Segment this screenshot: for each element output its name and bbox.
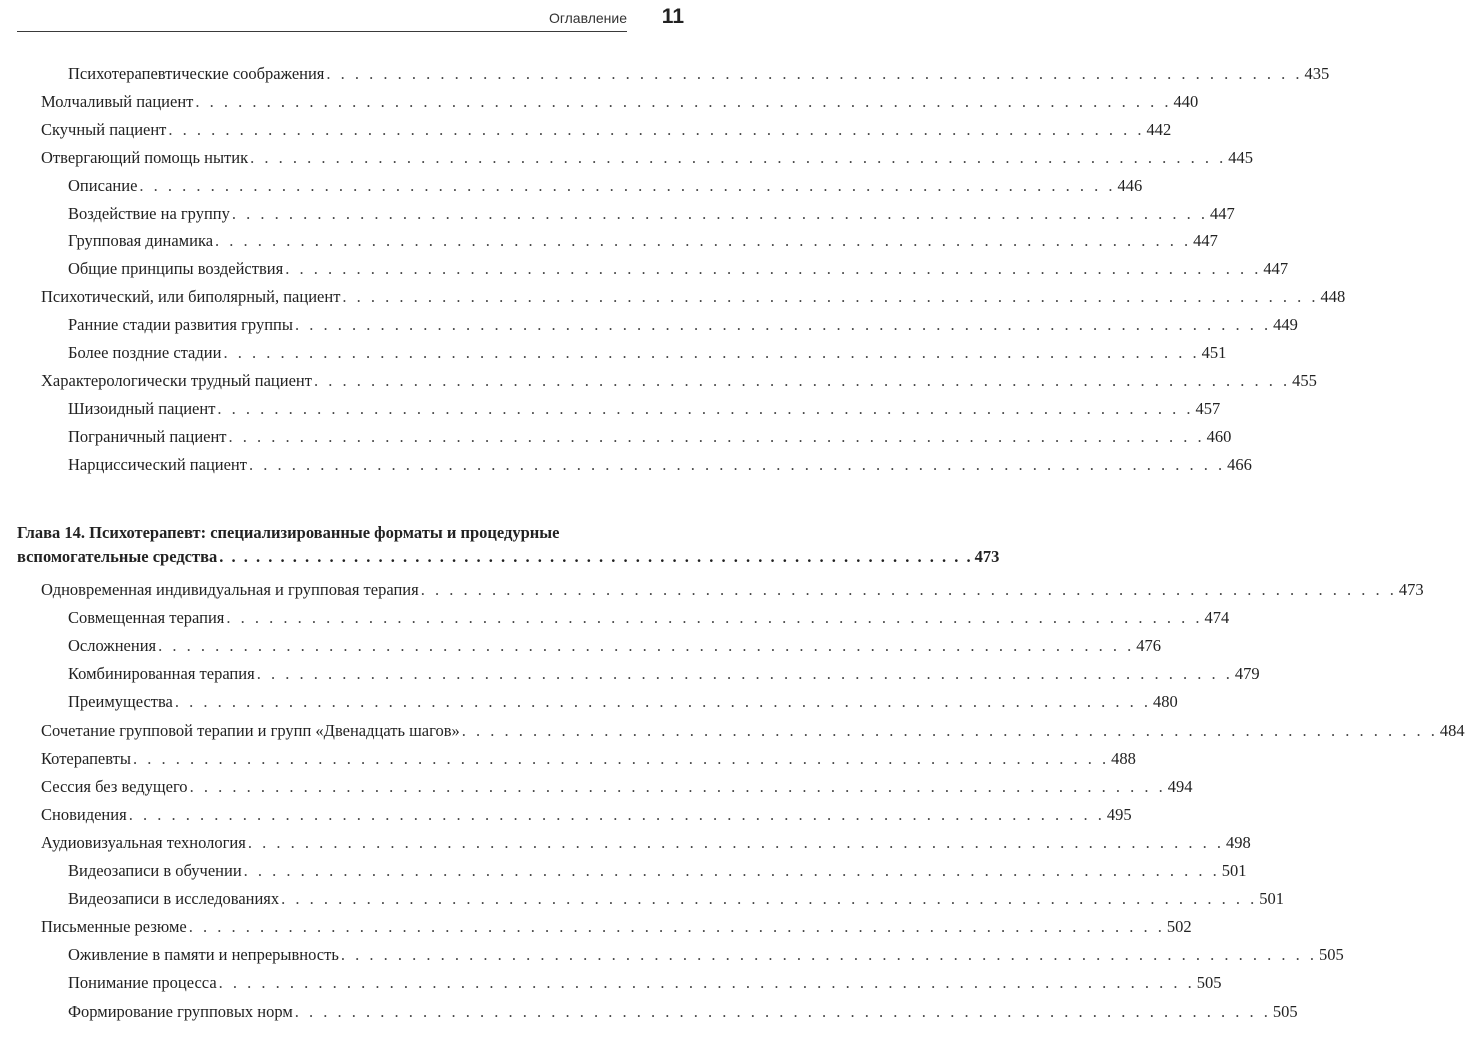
toc-entry-page: 473: [1398, 580, 1424, 599]
leader-dots: . . . . . . . . . . . . . . . . . . . . . . . . . . . . . . . . . . . . . . . . . . . . . . . . . . . . . . . . . . . . . . . . . . . . .: [243, 861, 1220, 880]
leader-dots: . . . . . . . . . . . . . . . . . . . . . . . . . . . . . . . . . . . . . . . . . . . . . . . . . . . . . . . . . . . . . . . . . . . . .: [132, 748, 1110, 768]
leader-dots: . . . . . . . . . . . . . . . . . . . . . . . . . . . . . . . . . . . . . . . . . . . . . . . . . . . . . . . . . . . . . . . . . . . . .: [217, 398, 1194, 418]
toc-entry-page: 480: [1153, 692, 1178, 712]
toc-entry[interactable]: [68, 62, 1330, 86]
toc-entry-page: 476: [1136, 636, 1161, 656]
leader-dots: . . . . . . . . . . . . . . . . . . . . . . . . . . . . . . . . . . . . . . . . . . . . . . . . . . . . . . . . . . . . . . . . . . . . .: [256, 664, 1233, 684]
leader-dots: . . . . . . . . . . . . . . . . . . . . . . . . . . . . . . . . . . . . . . . . . . . . . . . . . . . . . . . . . . . . . . . . . . . . .: [174, 692, 1152, 712]
toc-entry[interactable]: [41, 118, 1172, 142]
toc-entry-title: Оживление в памяти и непрерывность: [68, 945, 339, 965]
toc-entry-page: 455: [1292, 370, 1317, 390]
leader-dots: . . . . . . . . . . . . . . . . . . . . . . . . . . . . . . . . . . . . . . . . . . . . . . . . . . . . . . . . . . . . . . . . . . . . .: [218, 973, 1195, 993]
toc-entry[interactable]: [41, 285, 1346, 309]
toc-entry[interactable]: [68, 313, 1298, 337]
leader-dots: . . . . . . . . . . . . . . . . . . . . . . . . . . . . . . . . . . . . . . . . . . . . . . . . . . . . . . . . . . . . . . . . . . . . .: [195, 91, 1172, 111]
toc-entry[interactable]: [41, 578, 1424, 602]
leader-dots: . . . . . . . . . . . . . . . . . . . . . . . . . . . . . . . . . . . . . . . . . . . . . . . . . . . . . . . . . . . . . . . . . . . . .: [247, 832, 1224, 852]
leader-dots: . . . . . . . . . . . . . . . . . . . . . . . . . . . . . . . . . . . . . . . . . . . . . . . . . . . . . . . . . . . . . . . . . . . . .: [215, 231, 1192, 251]
toc-entry-page: 447: [1263, 259, 1289, 279]
toc-entry[interactable]: [68, 662, 1260, 686]
toc-entry-title: Аудиовизуальная технология: [41, 832, 246, 852]
chapter-heading: [17, 521, 1000, 569]
toc-entry-page: 457: [1195, 398, 1221, 418]
toc-entry-page: 505: [1318, 945, 1344, 965]
toc-entry-title: Сочетание групповой терапии и групп «Двенадцать шагов»: [41, 720, 460, 740]
toc-entry-title: Видеозаписи в исследованиях: [68, 889, 280, 909]
leader-dots: . . . . . . . . . . . . . . . . . . . . . . . . . . . . . . . . . . . . . . . . . . . . . . . . . . . . . . . . . . . . . . . . . . . . .: [189, 776, 1166, 796]
toc-entry-title: Нарциссический пациент: [68, 454, 247, 474]
toc-entry-title: Описание: [68, 175, 138, 195]
toc-entry-title: Скучный пациент: [41, 119, 167, 139]
toc-entry-title: Сновидения: [41, 804, 127, 824]
toc-entry[interactable]: [41, 146, 1253, 170]
toc-entry-page: 466: [1227, 454, 1252, 474]
toc-entry-title: Характерологически трудный пациент: [41, 370, 312, 390]
toc-entry-page: 505: [1272, 1001, 1298, 1021]
toc-entry[interactable]: [68, 859, 1247, 883]
toc-entry-page: 505: [1196, 973, 1222, 993]
toc-entry-page: 449: [1273, 315, 1298, 335]
toc-entry[interactable]: [41, 915, 1192, 939]
toc-entry[interactable]: [68, 690, 1178, 714]
toc-entry-title: Пограничный пациент: [68, 426, 227, 446]
toc-entry-title: Понимание процесса: [68, 973, 217, 993]
toc-entry-title: Воздействие на группу: [68, 203, 230, 223]
chapter-title-line-1: Глава 14. Психотерапевт: специализированные форматы и процедурные: [17, 523, 560, 542]
toc-entry-page: 502: [1166, 917, 1192, 937]
page-number: 11: [661, 5, 684, 28]
toc-entry[interactable]: [41, 803, 1132, 827]
toc-entry-title: Молчаливый пациент: [41, 91, 194, 111]
toc-entry-title: Сессия без ведущего: [41, 776, 188, 796]
chapter-title-line-2-row: [17, 545, 1000, 569]
toc-entry-title: Совмещенная терапия: [68, 608, 225, 628]
toc-entry-title: Комбинированная терапия: [68, 664, 255, 684]
toc-entry-title: Котерапевты: [41, 748, 131, 768]
toc-entry-title: Более поздние стадии: [68, 343, 222, 362]
chapter-page: 473: [974, 547, 1000, 566]
toc-entry-page: 498: [1225, 832, 1251, 852]
toc-entry[interactable]: [41, 747, 1136, 771]
toc-entry-title: Видеозаписи в обучении: [68, 861, 242, 880]
toc-entry-page: 445: [1228, 147, 1253, 167]
toc-entry-title: Письменные резюме: [41, 917, 187, 937]
leader-dots: . . . . . . . . . . . . . . . . . . . . . . . . . . . . . . . . . . . . . . . . . . . . . . . . . . . . . . . . . . . . . . . . . . . . .: [226, 608, 1203, 628]
toc-entry[interactable]: [68, 943, 1344, 967]
toc-entry-title: Ранние стадии развития группы: [68, 315, 293, 335]
toc-entry[interactable]: [68, 257, 1289, 281]
toc-entry[interactable]: [41, 831, 1251, 855]
leader-dots: . . . . . . . . . . . . . . . . . . . . . . . . . . . . . . . . . . . . . . . . . . . . . . . . . . . . . . . . . . . . . . . . . . . . .: [188, 917, 1165, 937]
toc-entry-title: Психотерапевтические соображения: [68, 64, 325, 83]
toc-entry-title: Преимущества: [68, 692, 173, 712]
toc-entry-title: Осложнения: [68, 636, 157, 656]
leader-dots: . . . . . . . . . . . . . . . . . . . . . . . . . . . . . . . . . . . . . . . . . . . . . . . . . . . . . . . . . . . . . . . . . . . . .: [461, 720, 1438, 740]
toc-entry[interactable]: [68, 887, 1285, 911]
leader-dots: . . . . . . . . . . . . . . . . . . . . . . . . . . . . . . . . . . . . . . . . . . . . . . . . . . . . . . . . . . . . . . . . . . . . .: [231, 203, 1208, 223]
toc-entry-page: 435: [1304, 64, 1330, 83]
toc-entry[interactable]: [68, 397, 1221, 421]
leader-dots: . . . . . . . . . . . . . . . . . . . . . . . . . . . . . . . . . . . . . . . . . . . . . . . . . . . . . . . . . . . . . . . . . . . . .: [294, 1001, 1271, 1021]
toc-entry[interactable]: [68, 1000, 1298, 1024]
toc-entry-page: 440: [1173, 91, 1199, 111]
toc-entry-page: 501: [1259, 889, 1285, 909]
toc-entry-page: 474: [1204, 608, 1230, 628]
toc-entry[interactable]: [68, 341, 1227, 365]
leader-dots: . . . . . . . . . . . . . . . . . . . . . . . . . . . . . . . . . . . . . . . . . . . . . . . . . . . . . . . . . . . . . . . . . . . . .: [420, 580, 1397, 599]
toc-entry-page: 479: [1234, 664, 1260, 684]
toc-entry[interactable]: [68, 453, 1252, 477]
toc-entry[interactable]: [68, 425, 1232, 449]
chapter-title-line-2: вспомогательные средства: [17, 547, 218, 566]
toc-entry-title: Психотический, или биполярный, пациент: [41, 287, 341, 307]
toc-entry-page: 442: [1146, 119, 1172, 139]
toc-entry[interactable]: [68, 174, 1143, 198]
toc-entry-page: 448: [1320, 287, 1346, 307]
toc-entry-page: 451: [1201, 343, 1227, 362]
leader-dots: . . . . . . . . . . . . . . . . . . . . . . . . . . . . . . . . . . . . . . . . . . . . . . . . . . . . . . . . . . . . . . . . . . . . .: [139, 175, 1116, 195]
toc-entry-page: 447: [1193, 231, 1218, 251]
leader-dots: . . . . . . . . . . . . . . . . . . . . . . . . . . . . . . . . . . . . . . . . . . . . . . . . . . . . . . . . . . . . . . . . . . . . .: [313, 370, 1291, 390]
toc-entry[interactable]: [41, 90, 1199, 114]
toc-entry[interactable]: [68, 971, 1222, 995]
leader-dots: . . . . . . . . . . . . . . . . . . . . . . . . . . . . . . . . . . . . . . . . . . . . . . . . . . . . . . . . . . . . . . . . . . . . .: [285, 259, 1262, 279]
header-title: Оглавление: [548, 10, 627, 26]
toc-entry-page: 494: [1167, 776, 1193, 796]
toc-entry[interactable]: [41, 775, 1193, 799]
toc-entry-title: Отвергающий помощь нытик: [41, 147, 249, 167]
toc-entry-page: 460: [1206, 426, 1232, 446]
leader-dots: . . . . . . . . . . . . . . . . . . . . . . . . . . . . . . . . . . . . . . . . . . . . . . . . . . . . . . . . . . . . . . . . . . . . .: [223, 343, 1200, 362]
toc-entry[interactable]: [41, 369, 1317, 393]
toc-entry-page: 501: [1221, 861, 1247, 880]
leader-dots: . . . . . . . . . . . . . . . . . . . . . . . . . . . . . . . . . . . . . . . . . . . . . . . . . . . . . . . . . . . . . . . . . . . . .: [326, 64, 1303, 83]
leader-dots: . . . . . . . . . . . . . . . . . . . . . . . . . . . . . . . . . . . . . . . . . . . . . . . . . . . . . . . . . . . . . . . . . . . . .: [248, 454, 1226, 474]
toc-entry[interactable]: [68, 229, 1218, 253]
leader-dots: . . . . . . . . . . . . . . . . . . . . . . . . . . . . . . . . . . . . . . . . . . . . . . . . . . . . . . . . . . . . . . . . . . . . .: [340, 945, 1317, 965]
toc-entry-title: Шизоидный пациент: [68, 398, 216, 418]
toc-entry-title: Одновременная индивидуальная и групповая терапия: [41, 580, 419, 599]
toc-entry-page: 488: [1111, 748, 1136, 768]
leader-dots: . . . . . . . . . . . . . . . . . . . . . . . . . . . . . . . . . . . . . . . . . . . . . . . . . . . . . . . . . . . . . . . . . . . . .: [281, 889, 1258, 909]
leader-dots: . . . . . . . . . . . . . . . . . . . . . . . . . . . . . . . . . . . . . . . . . . . . . . . . . . . . . . . . . . . . . . . . . . . . .: [250, 147, 1227, 167]
toc-entry[interactable]: [41, 719, 1465, 743]
toc-entry-title: Формирование групповых норм: [68, 1001, 293, 1021]
toc-entry-title: Групповая динамика: [68, 231, 214, 251]
toc-entry[interactable]: [68, 634, 1161, 658]
leader-dots: . . . . . . . . . . . . . . . . . . . . . . . . . . . . . . . . . . . . . . . . . . . . . . . . . . . . . . . . . . . . . . . . . . . . .: [168, 119, 1145, 139]
toc-entry-page: 484: [1439, 720, 1465, 740]
toc-entry[interactable]: [68, 606, 1230, 630]
leader-dots: . . . . . . . . . . . . . . . . . . . . . . . . . . . . . . . . . . . . . . . . . . . . . . . . . . . . . . . . . . . . . . . . . . . . .: [128, 804, 1105, 824]
leader-dots: . . . . . . . . . . . . . . . . . . . . . . . . . . . . . . . . . . . . . . . . . . . . . . . . . . . . . . . . . . . . . . . . . . . . .: [342, 287, 1319, 307]
leader-dots: . . . . . . . . . . . . . . . . . . . . . . . . . . . . . . . . . . . . . . . . . . . . . . . . . . . . . . . . . . . . . . . . . . . . .: [158, 636, 1135, 656]
leader-dots: . . . . . . . . . . . . . . . . . . . . . . . . . . . . . . . . . . . . . . . . . . . . . . . . . . . . . . . . . . . . . . . . . . . . .: [228, 426, 1205, 446]
leader-dots: . . . . . . . . . . . . . . . . . . . . . . . . . . . . . . . . . . . . . . . . . . . . . . . . . . . . . . . . . . . . . .: [219, 547, 973, 566]
toc-entry-title: Общие принципы воздействия: [68, 259, 284, 279]
leader-dots: . . . . . . . . . . . . . . . . . . . . . . . . . . . . . . . . . . . . . . . . . . . . . . . . . . . . . . . . . . . . . . . . . . . . .: [294, 315, 1272, 335]
toc-entry-page: 495: [1106, 804, 1132, 824]
toc-entry-page: 446: [1117, 175, 1143, 195]
toc-entry[interactable]: [68, 202, 1235, 226]
toc-entry-page: 447: [1210, 203, 1235, 223]
